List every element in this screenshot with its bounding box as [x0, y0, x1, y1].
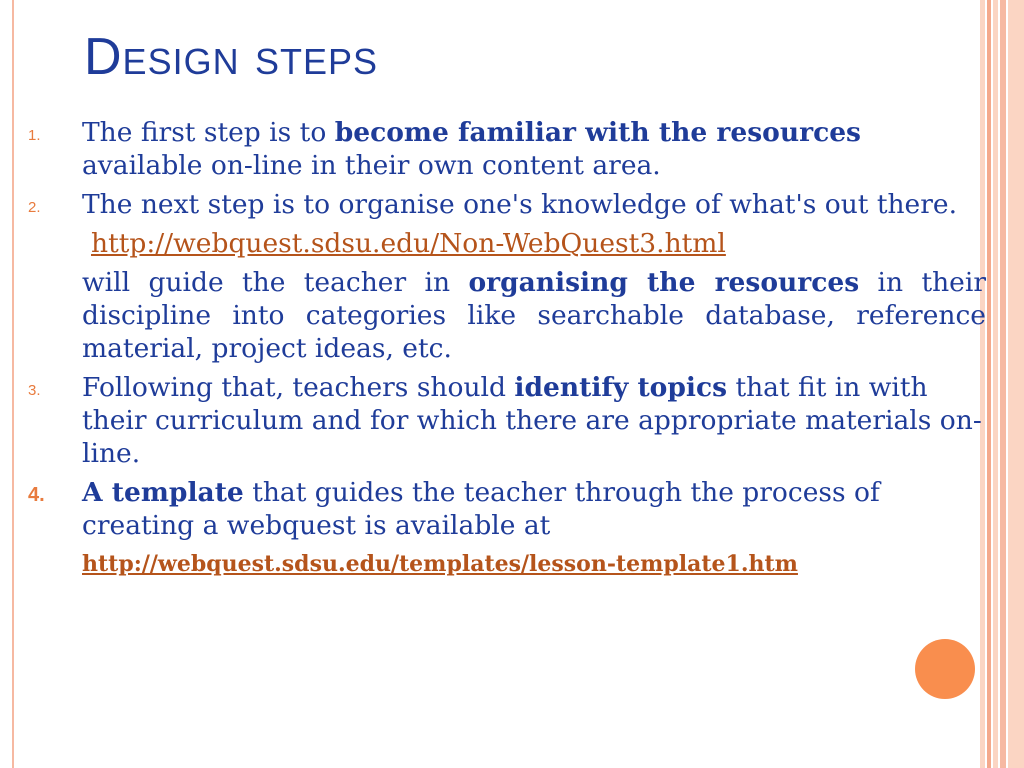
- text-span: The next step is to organise one's knowledge of what's out there.: [82, 189, 958, 220]
- slide-content: [0, 116, 1000, 581]
- bold-phrase: organising the resources: [468, 267, 860, 298]
- text-span: will guide the teacher in: [82, 267, 469, 298]
- list-item-2: [0, 188, 1000, 221]
- text-span: available on-line in their own content area.: [82, 150, 661, 181]
- right-stripe: [1008, 0, 1024, 768]
- list-item-3: [0, 371, 1000, 470]
- list-item-1: [0, 116, 1000, 182]
- right-stripe: [1000, 0, 1006, 768]
- list-number: 3.: [28, 382, 41, 399]
- slide-title: Design steps: [84, 28, 379, 86]
- text-span: that fit in with their curriculum and for which there are appropriate materials on-line.: [82, 372, 982, 469]
- text-span: Following that, teachers should: [82, 372, 515, 403]
- lesson-template-link[interactable]: http://webquest.sdsu.edu/templates/lesson-template1.htm: [82, 551, 798, 577]
- decorative-orange-circle: [915, 639, 975, 699]
- continuation-paragraph: [0, 266, 1000, 365]
- list-number: 1.: [28, 127, 41, 144]
- list-item-4: [0, 476, 1000, 542]
- list-number: 2.: [28, 199, 41, 216]
- list-number: 4.: [28, 484, 45, 506]
- bold-phrase: A template: [82, 477, 244, 508]
- text-span: in their discipline into categories like searchable database, reference material, project ideas, etc.: [82, 267, 986, 364]
- text-span: that guides the teacher through the process of creating a webquest is available at: [82, 477, 880, 541]
- bold-phrase: identify topics: [514, 372, 728, 403]
- text-span: The first step is to: [82, 117, 335, 148]
- non-webquest-link[interactable]: http://webquest.sdsu.edu/Non-WebQuest3.html: [91, 228, 726, 259]
- bold-phrase: become familiar with the resources: [334, 117, 861, 148]
